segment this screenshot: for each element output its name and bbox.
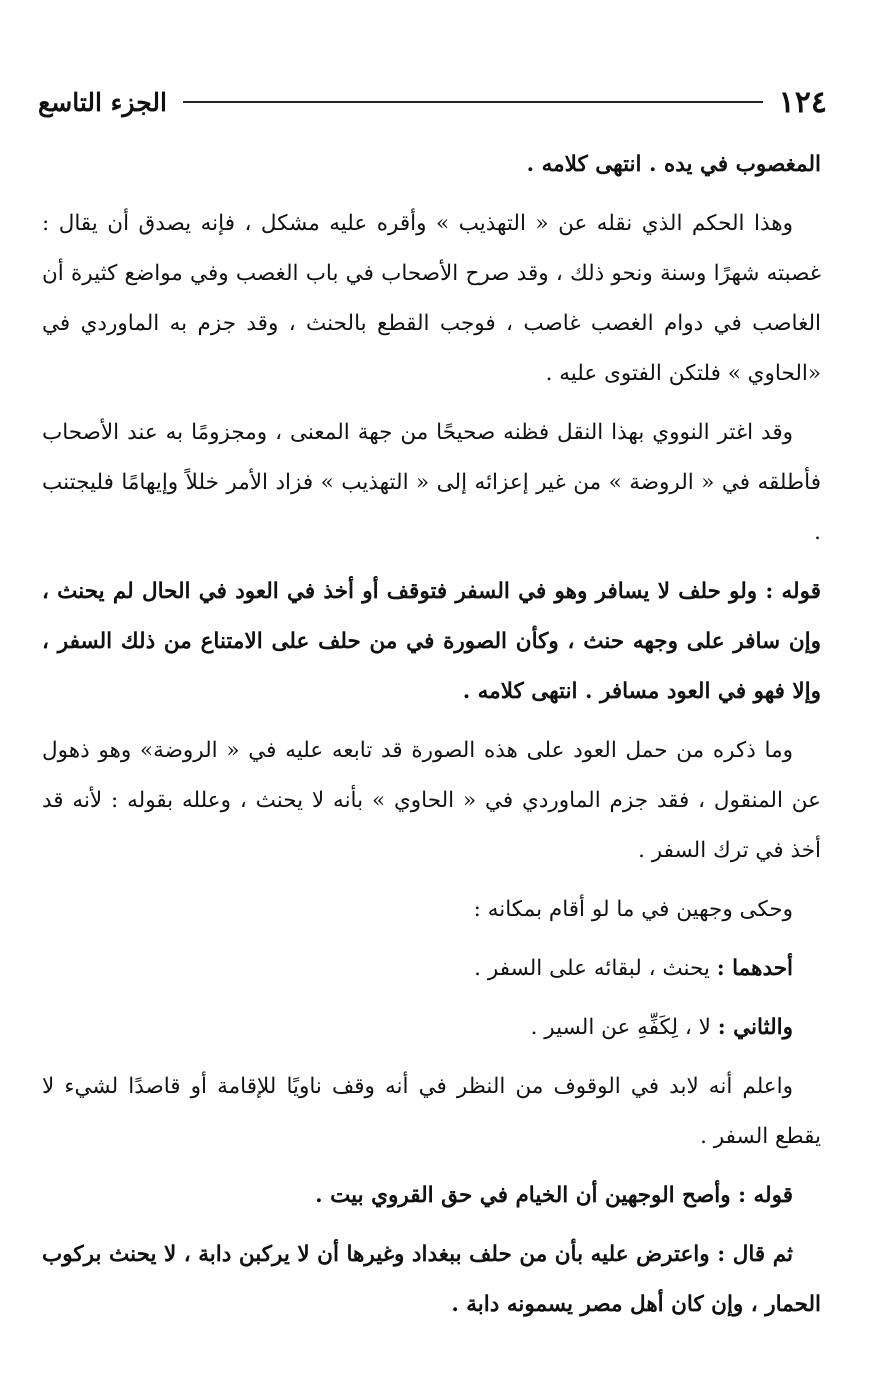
header-rule	[183, 101, 763, 103]
paragraph-3: وقد اغتر النووي بهذا النقل فظنه صحيحًا من جهة المعنى ، ومجزومًا به عند الأصحاب فأطلقه في « الروضة » من غير إعزائه إلى « التهذيب » فزاد الأمر خللاً وإيهامًا فليجتنب .	[42, 420, 821, 545]
first-opinion-label: أحدهما :	[716, 956, 793, 981]
paragraph-5: وما ذكره من حمل العود على هذه الصورة قد تابعه عليه في « الروضة» وهو ذهول عن المنقول ، فقد جزم الماوردي في « الحاوي » بأنه لا يحنث ، وعلله بقوله : لأنه قد أخذ في ترك السفر .	[42, 738, 821, 863]
page-body	[42, 140, 821, 1339]
paragraph-11: ثم قال : واعترض عليه بأن من حلف ببغداد وغيرها أن لا يركبن دابة ، لا يحنث بركوب الحمار ، وإن كان أهل مصر يسمونه دابة .	[42, 1242, 821, 1317]
paragraph-4: قوله : ولو حلف لا يسافر وهو في السفر فتوقف أو أخذ في العود في الحال لم يحنث ، وإن سافر على وجهه حنث ، وكأن الصورة في من حلف على الامتناع من ذلك السفر ، وإلا فهو في العود مسافر . انتهى كلامه .	[42, 579, 821, 704]
paragraph-6: وحكى وجهين في ما لو أقام بمكانه :	[473, 897, 793, 922]
part-title: الجزء التاسع	[38, 87, 167, 117]
page-number: ١٢٤	[778, 84, 827, 120]
paragraph-1: المغصوب في يده . انتهى كلامه .	[526, 152, 821, 177]
second-opinion-label: والثاني :	[717, 1015, 793, 1040]
paragraph-8	[42, 1003, 821, 1053]
paragraph-9: واعلم أنه لابد في الوقوف من النظر في أنه وقف ناويًا للإقامة أو قاصدًا لشيء لا يقطع السفر .	[42, 1074, 821, 1149]
first-opinion-text: يحنث ، لبقائه على السفر .	[474, 956, 717, 981]
paragraph-7	[42, 944, 821, 994]
paragraph-2: وهذا الحكم الذي نقله عن « التهذيب » وأقره عليه مشكل ، فإنه يصدق أن يقال : غصبته شهرًا وسنة ونحو ذلك ، وقد صرح الأصحاب في باب الغصب وفي مواضع كثيرة أن الغاصب في دوام الغصب غاصب ، فوجب القطع بالحنث ، وقد جزم به الماوردي في «الحاوي » فلتكن الفتوى عليه .	[42, 211, 821, 386]
second-opinion-text: لا ، لِكَفِّهِ عن السير .	[530, 1015, 718, 1040]
page-header	[38, 82, 827, 122]
paragraph-10: قوله : وأصح الوجهين أن الخيام في حق القروي بيت .	[315, 1183, 793, 1208]
